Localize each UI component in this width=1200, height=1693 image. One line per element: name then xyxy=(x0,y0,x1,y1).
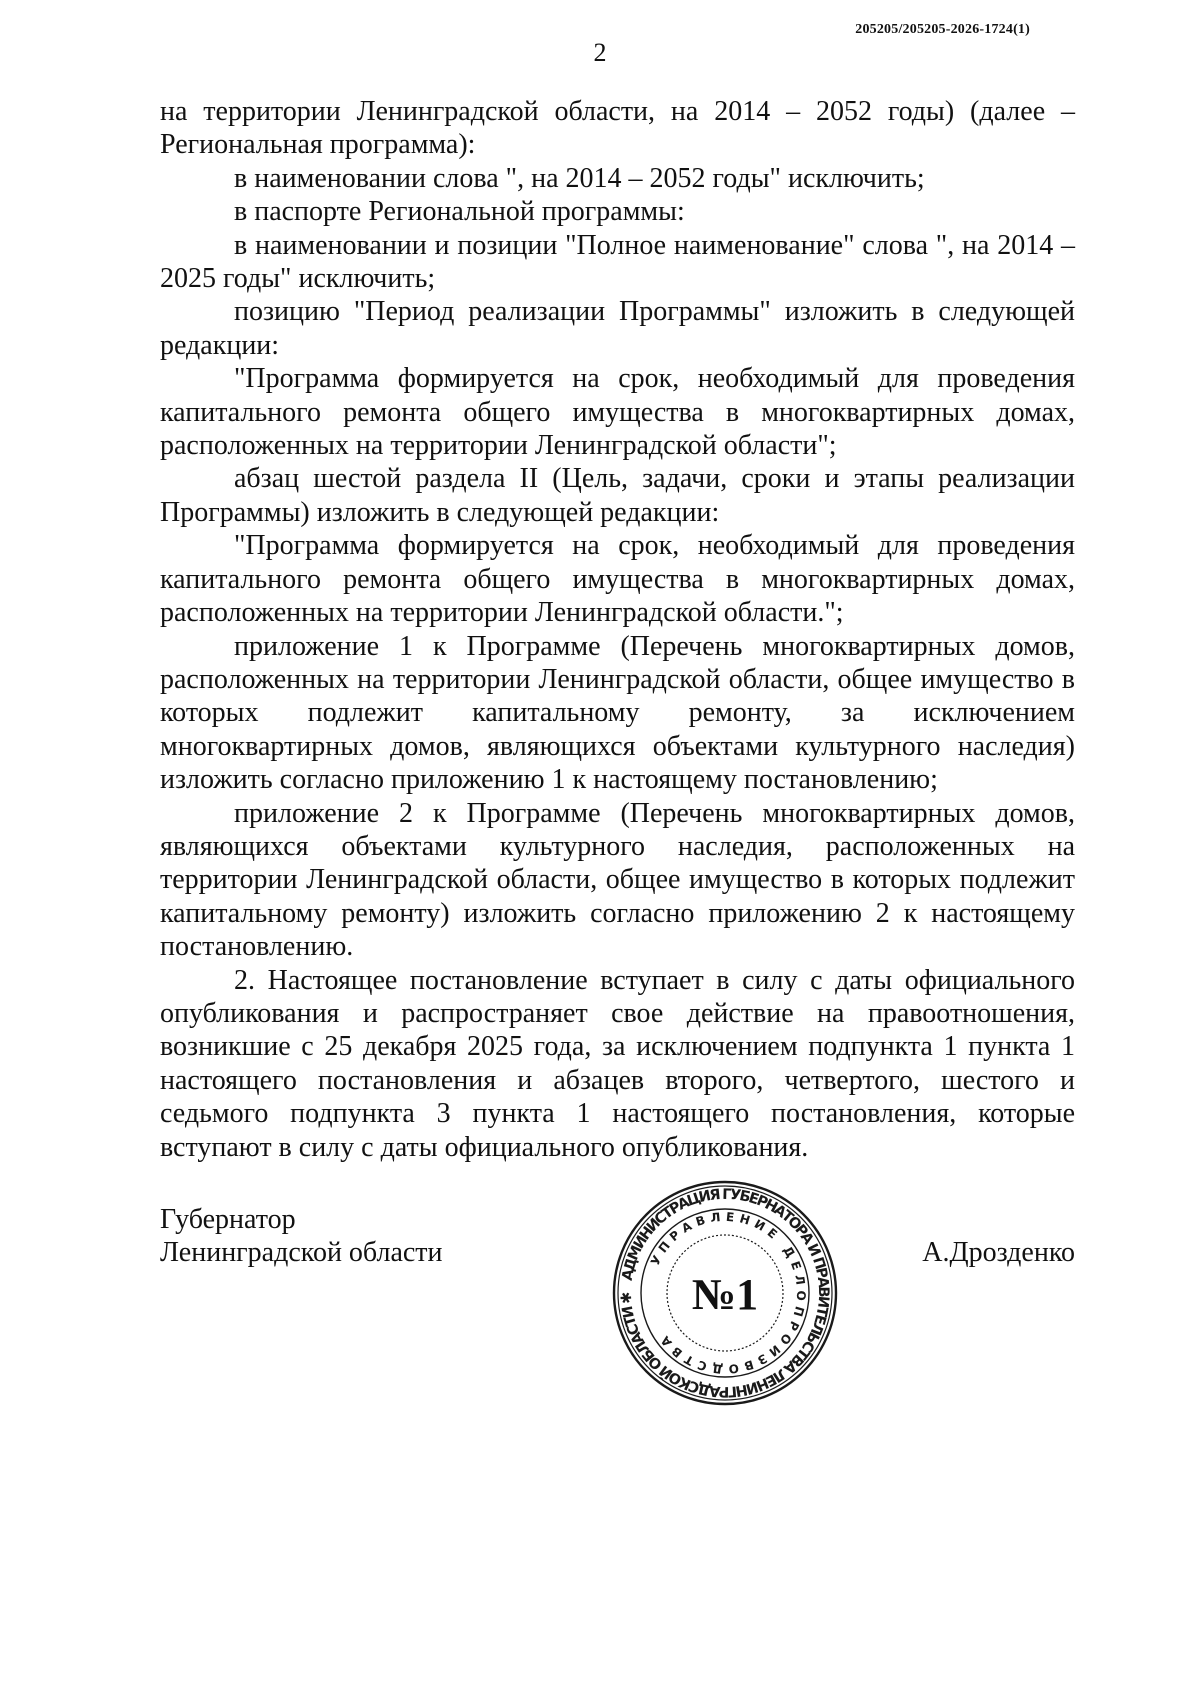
signatory-name: А.Дрозденко xyxy=(922,1237,1075,1269)
paragraph: абзац шестой раздела II (Цель, задачи, сроки и этапы реализации Программы) изложить в следующей редакции: xyxy=(160,463,1075,528)
signatory-position-line: Ленинградской области xyxy=(160,1237,443,1269)
official-seal-stamp xyxy=(610,1178,840,1408)
document-registration-number: 205205/205205-2026-1724(1) xyxy=(855,22,1030,37)
paragraph: "Программа формируется на срок, необходимый для проведения капитального ремонта общего имущества в многоквартирных домах, расположенных на территории Ленинградской области."; xyxy=(160,530,1075,629)
seal-graphic xyxy=(610,1178,840,1408)
paragraph: в наименовании и позиции "Полное наименование" слова ", на 2014 – 2025 годы" исключить; xyxy=(160,229,1075,295)
paragraph: позицию "Период реализации Программы" изложить в следующей редакции: xyxy=(160,296,1075,361)
document-body xyxy=(160,95,1075,1164)
paragraph: на территории Ленинградской области, на 2014 – 2052 годы) (далее – Региональная программа): xyxy=(160,96,1075,161)
page-number: 2 xyxy=(593,38,607,67)
seal-center-number: №1 xyxy=(691,1270,759,1319)
paragraph: приложение 2 к Программе (Перечень многоквартирных домов, являющихся объектами культурного наследия, расположенных на территории Ленинградской области, общее имущество в которых подлежит капитальному ремонту) изложить согласно приложению 2 к настоящему постановлению. xyxy=(160,797,1075,963)
seal-inner-text: УПРАВЛЕНИЕ ДЕЛОПРОИЗВОДСТВА xyxy=(647,1209,809,1377)
paragraph: "Программа формируется на срок, необходимый для проведения капитального ремонта общего имущества в многоквартирных домах, расположенных на территории Ленинградской области"; xyxy=(160,363,1075,462)
paragraph: в наименовании слова ", на 2014 – 2052 годы" исключить; xyxy=(234,162,925,194)
paragraph: в паспорте Региональной программы: xyxy=(234,196,685,228)
paragraph: 2. Настоящее постановление вступает в силу с даты официального опубликования и распространяет свое действие на правоотношения, возникшие с 25 декабря 2025 года, за исключением подпункта 1 пункта 1 настоящего постановления и абзацев второго, четвертого, шестого и седьмого подпункта 3 пункта 1 настоящего постановления, которые вступают в силу с даты официального опубликования. xyxy=(160,964,1075,1163)
seal-outer-text: АДМИНИСТРАЦИЯ ГУБЕРНАТОРА И ПРАВИТЕЛЬСТВА ЛЕНИНГРАДСКОЙ ОБЛАСТИ ✱ xyxy=(618,1186,832,1400)
signatory-position xyxy=(160,1203,443,1270)
signatory-position-line: Губернатор xyxy=(160,1204,296,1235)
paragraph: приложение 1 к Программе (Перечень многоквартирных домов, расположенных на территории Ленинградской области, общее имущество в которых подлежит капитальному ремонту, за исключением многоквартирных домов, являющихся объектами культурного наследия) изложить согласно приложению 1 к настоящему постановлению; xyxy=(160,630,1075,796)
